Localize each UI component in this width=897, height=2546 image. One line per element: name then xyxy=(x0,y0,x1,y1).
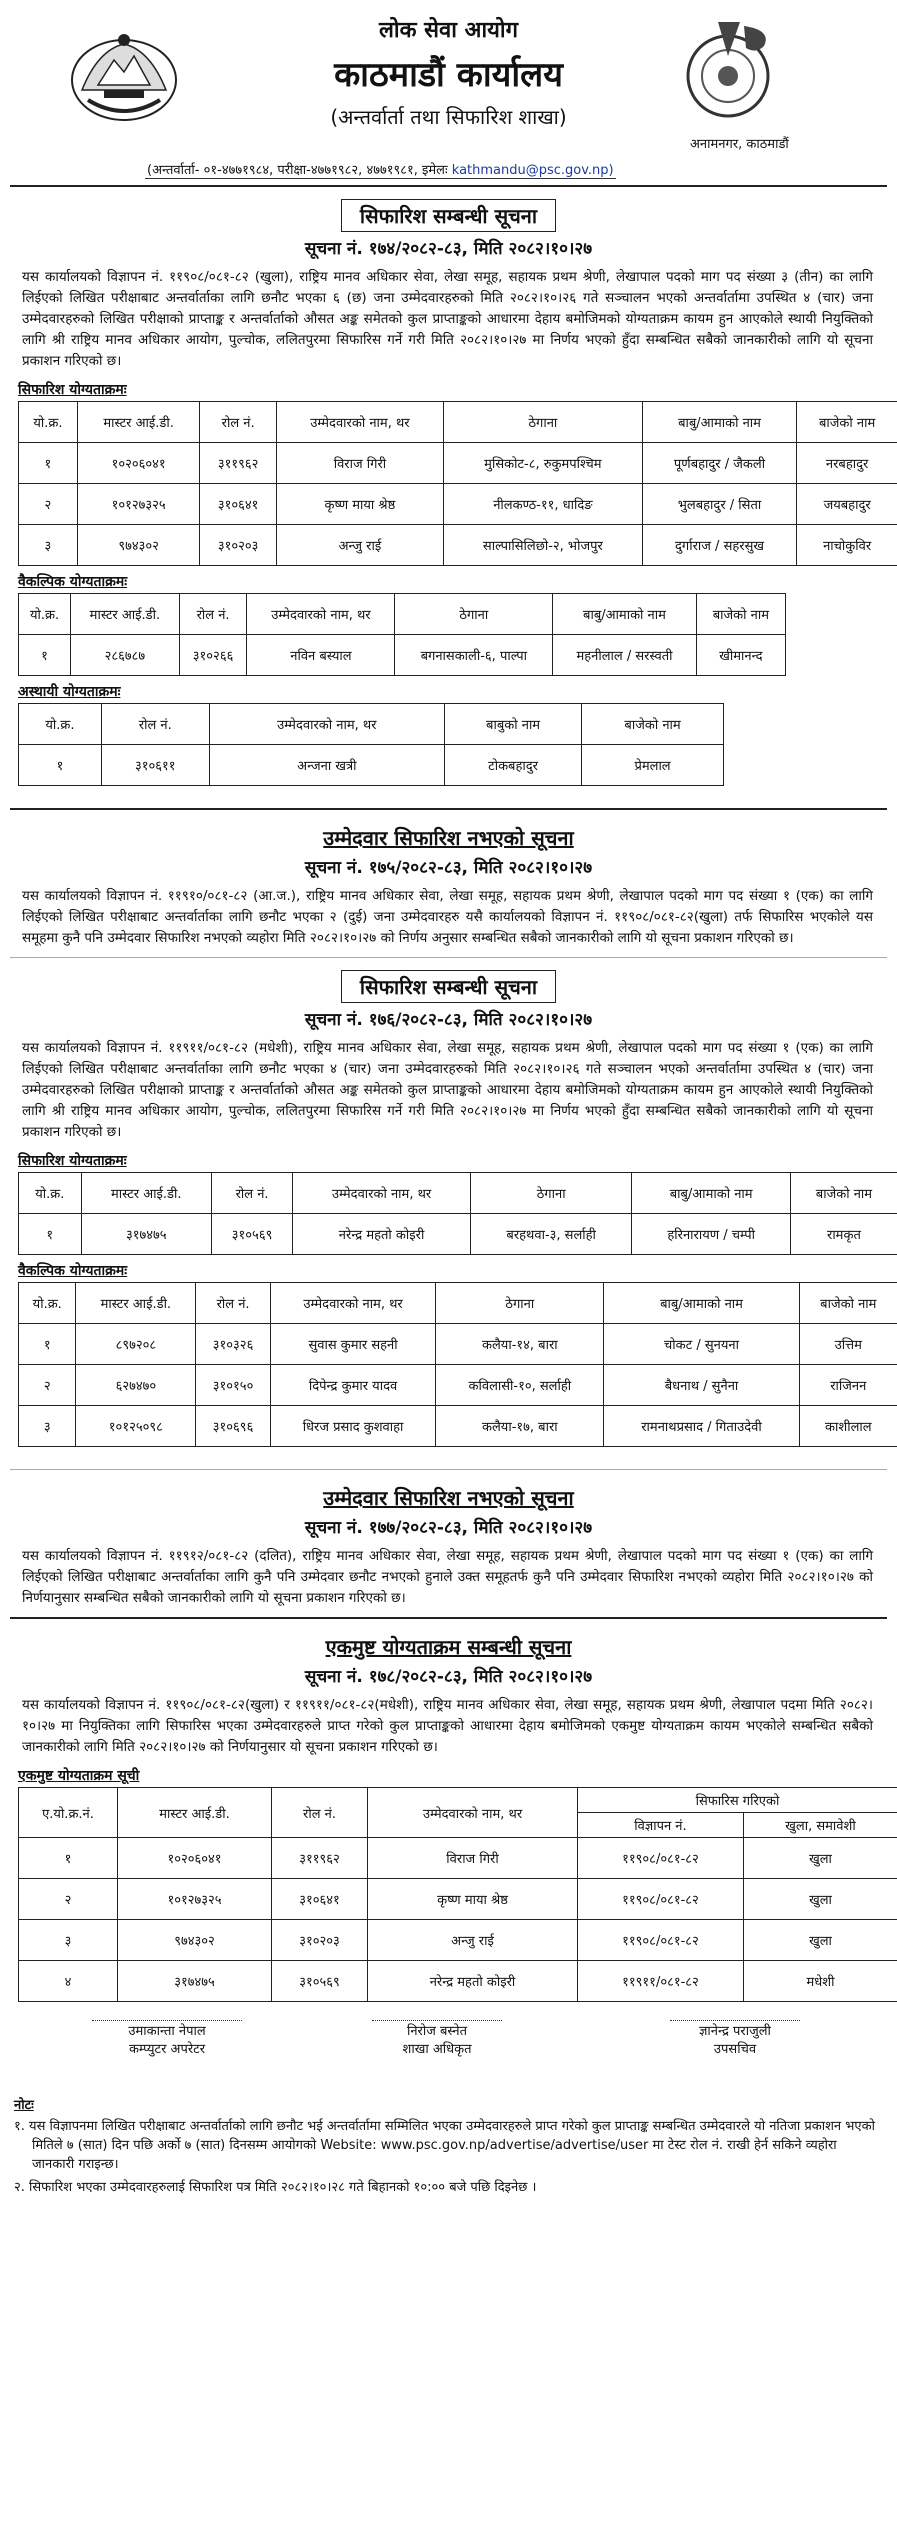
signatory-role: कम्प्युटर अपरेटर xyxy=(128,2042,206,2057)
notice-body: यस कार्यालयको विज्ञापन नं. ११९११/०८१-८२ (मधेशी), राष्ट्रिय मानव अधिकार सेवा, लेखा समूह, सहायक प्रथम श्रेणी, लेखापाल पदको माग पद संख्या १ (एक) का लागि लिईएको लिखित परीक्षाबाट अन्तर्वार्ताका लागि छनौट भएका ४ (चार) जना उम्मेदवारहरुको मिति २०८२।१०।२६ गते सञ्चालन भएको अन्तर्वार्तामा उपस्थित ४ (चार) जना उम्मेदवारहरुको लिखित परीक्षाको प्राप्ताङ्क र अन्तर्वार्ताको औसत अङ्क समेतको कुल प्राप्ताङ्कको आधारमा देहाय बमोजिमको योग्यताक्रम कायम हुन आएकोले स्थायी नियुक्तिको लागि श्री राष्ट्रिय मानव अधिकार आयोग, पुल्चोक, ललितपुरमा सिफारिस गर्ने गरी मिति २०८२।१०।२७ मा निर्णय भएको हुँदा सम्बन्धित सबैको जानकारीको लागि यो सूचना प्रकाशन गरिएको छ। xyxy=(22,1040,873,1140)
col-header: मास्टर आई.डी. xyxy=(71,594,180,635)
table-cell: काशीलाल xyxy=(799,1406,897,1447)
table-cell: ३१०३२६ xyxy=(196,1324,271,1365)
col-header: ठेगाना xyxy=(470,1173,632,1214)
col-header: ठेगाना xyxy=(436,1283,604,1324)
signatory-role: शाखा अधिकृत xyxy=(402,2042,472,2057)
col-header: ए.यो.क्र.नं. xyxy=(19,1788,118,1838)
divider xyxy=(10,1469,887,1470)
table-caption: वैकल्पिक योग्यताक्रमः xyxy=(18,1263,128,1279)
table-cell: १ xyxy=(19,443,78,484)
divider xyxy=(10,1617,887,1619)
table-cell: खुला xyxy=(743,1920,897,1961)
table-cell: नाचोकुविर xyxy=(797,525,897,566)
table-row xyxy=(19,1406,897,1447)
table-row xyxy=(19,1879,897,1920)
table-row xyxy=(19,443,897,484)
table-cell: नविन बस्याल xyxy=(247,635,395,676)
col-header: सिफारिस गरिएको xyxy=(577,1788,897,1813)
col-header: मास्टर आई.डी. xyxy=(76,1283,196,1324)
signatory xyxy=(372,2020,502,2059)
table-cell: जयबहादुर xyxy=(797,484,897,525)
notice-title: एकमुष्ट योग्यताक्रम सम्बन्धी सूचना xyxy=(325,1635,572,1659)
col-header: यो.क्र. xyxy=(19,704,102,745)
table-cell: १ xyxy=(19,1838,118,1879)
table-cell: हरिनारायण / चम्पी xyxy=(632,1214,790,1255)
table-cell: रामनाथप्रसाद / गिताउदेवी xyxy=(604,1406,799,1447)
table-cell: कृष्ण माया श्रेष्ठ xyxy=(276,484,443,525)
divider xyxy=(10,957,887,958)
col-header: उम्मेदवारको नाम, थर xyxy=(270,1283,435,1324)
table-cell: अन्जु राई xyxy=(368,1920,578,1961)
col-header: यो.क्र. xyxy=(19,1283,76,1324)
signatory-role: उपसचिव xyxy=(713,2042,757,2057)
contact-line xyxy=(145,160,616,179)
table-row xyxy=(19,745,724,786)
signatory xyxy=(92,2020,242,2059)
table-row xyxy=(19,1961,897,2002)
table-cell: १०१२५०९८ xyxy=(76,1406,196,1447)
table-cell: खीमानन्द xyxy=(696,635,785,676)
table-cell: १ xyxy=(19,1324,76,1365)
table-cell: ३११९६२ xyxy=(200,443,276,484)
col-header: बाबु/आमाको नाम xyxy=(553,594,697,635)
table-cell: खुला xyxy=(743,1879,897,1920)
table-cell: नीलकण्ठ-११, धादिङ xyxy=(443,484,642,525)
phone-numbers: (अन्तर्वार्ता- ०१-४७७१९८४, परीक्षा-४७७१९८२, ४७७१९८१, इमेलः xyxy=(147,163,448,178)
col-header: मास्टर आई.डी. xyxy=(81,1173,211,1214)
col-header: रोल नं. xyxy=(200,402,276,443)
col-header: बाबुको नाम xyxy=(445,704,582,745)
table-cell: १०२०६०४१ xyxy=(77,443,200,484)
table-cell: मुसिकोट-८, रुकुमपश्चिम xyxy=(443,443,642,484)
notice-title: उम्मेदवार सिफारिश नभएको सूचना xyxy=(323,1486,574,1510)
table-cell: बरहथवा-३, सर्लाही xyxy=(470,1214,632,1255)
notice-number: सूचना नं. १७६/२०८२-८३, मिति २०८२।१०।२७ xyxy=(304,1010,593,1030)
alternate-table xyxy=(18,1282,897,1447)
table-cell: साल्पासिलिछो-२, भोजपुर xyxy=(443,525,642,566)
table-cell: ३११९६२ xyxy=(272,1838,368,1879)
table-cell: ९७४३०२ xyxy=(118,1920,272,1961)
col-header: रोल नं. xyxy=(272,1788,368,1838)
col-header: बाजेको नाम xyxy=(797,402,897,443)
col-header: मास्टर आई.डी. xyxy=(118,1788,272,1838)
table-cell: ९७४३०२ xyxy=(77,525,200,566)
table-cell: ३१०६४१ xyxy=(200,484,276,525)
table-cell: ४ xyxy=(19,1961,118,2002)
signatory xyxy=(670,2020,800,2059)
table-cell: बगनासकाली-६, पाल्पा xyxy=(395,635,553,676)
table-cell: ३१०२०३ xyxy=(200,525,276,566)
col-header: बाबु/आमाको नाम xyxy=(642,402,796,443)
col-header: खुला, समावेशी xyxy=(743,1813,897,1838)
col-header: रोल नं. xyxy=(179,594,247,635)
table-cell: रामकृत xyxy=(790,1214,897,1255)
notice-177 xyxy=(0,1484,897,1609)
table-row xyxy=(19,525,897,566)
notice-174 xyxy=(0,199,897,786)
table-caption: एकमुष्ट योग्यताक्रम सूची xyxy=(18,1768,140,1784)
table-row xyxy=(19,1324,897,1365)
table-caption: सिफारिश योग्यताक्रमः xyxy=(18,1153,127,1169)
col-header: बाबु/आमाको नाम xyxy=(632,1173,790,1214)
table-cell: कृष्ण माया श्रेष्ठ xyxy=(368,1879,578,1920)
col-header: बाबु/आमाको नाम xyxy=(604,1283,799,1324)
table-cell: ३ xyxy=(19,525,78,566)
table-cell: नरबहादुर xyxy=(797,443,897,484)
table-cell: ३१०१५० xyxy=(196,1365,271,1406)
75-years-logo-icon xyxy=(678,16,778,124)
table-cell: ११९०८/०८१-८२ xyxy=(577,1838,743,1879)
table-cell: खुला xyxy=(743,1838,897,1879)
col-header: उम्मेदवारको नाम, थर xyxy=(276,402,443,443)
table-cell: ३ xyxy=(19,1406,76,1447)
signatory-name: निरोज बस्नेत xyxy=(372,2020,502,2041)
table-cell: १०१२७३२५ xyxy=(118,1879,272,1920)
table-row xyxy=(19,1838,897,1879)
table-caption: वैकल्पिक योग्यताक्रमः xyxy=(18,574,128,590)
notice-title: सिफारिश सम्बन्धी सूचना xyxy=(341,970,556,1003)
note-1: १. यस विज्ञापनमा लिखित परीक्षाबाट अन्तर्वार्ताको लागि छनौट भई अन्तर्वार्तामा सम्मिलित भएका उम्मेदवारहरुले प्राप्त गरेको कुल प्राप्ताङ्क सम्बन्धित उम्मेदवारले यो नतिजा प्रकाशन भएको मितिले ७ (सात) दिन पछि अर्को ७ (सात) दिनसम्म आयोगको Website: www.psc.gov.np/advertise/advertise/user मा टेस्ट रोल नं. राखी हेर्न सकिने व्यहोरा जानकारी गराइन्छ। xyxy=(14,2119,875,2172)
note-2: २. सिफारिश भएका उम्मेदवारहरुलाई सिफारिश पत्र मिति २०८२।१०।२८ गते बिहानको १०:०० बजे पछि दिइनेछ । xyxy=(14,2180,537,2195)
col-header: उम्मेदवारको नाम, थर xyxy=(209,704,444,745)
table-cell: धिरज प्रसाद कुशवाहा xyxy=(270,1406,435,1447)
notice-175 xyxy=(0,824,897,949)
table-row xyxy=(19,1920,897,1961)
table-cell: ३१०६९६ xyxy=(196,1406,271,1447)
table-cell: नरेन्द्र महतो कोइरी xyxy=(368,1961,578,2002)
table-cell: भुलबहादुर / सिता xyxy=(642,484,796,525)
table-cell: दिपेन्द्र कुमार यादव xyxy=(270,1365,435,1406)
office-address: अनामनगर, काठमाडौं xyxy=(690,137,789,152)
table-cell: २८६७८७ xyxy=(71,635,180,676)
notes-label: नोटः xyxy=(14,2098,34,2113)
combined-merit-table xyxy=(18,1787,897,2002)
table-cell: १०२०६०४१ xyxy=(118,1838,272,1879)
notice-body: यस कार्यालयको विज्ञापन नं. ११९१०/०८१-८२ (आ.ज.), राष्ट्रिय मानव अधिकार सेवा, लेखा समूह, सहायक प्रथम श्रेणी, लेखापाल पदको माग पद संख्या १ (एक) का लागि लिईएको लिखित परीक्षाबाट अन्तर्वार्ताका लागि छनौट भएका २ (दुई) जना उम्मेदवारहरु यसै कार्यालयको विज्ञापन नं. ११९०८/०८१-८२(खुला) तर्फ सिफारिस भएकोले यस समूहमा कुनै पनि उम्मेदवार सिफारिश नभएको व्यहोरा मिति २०८२।१०।२७ को निर्णय अनुसार सम्बन्धित सबैको जानकारीको लागि यो सूचना प्रकाशन गरिएको छ। xyxy=(22,888,873,946)
col-header: उम्मेदवारको नाम, थर xyxy=(293,1173,471,1214)
notice-number: सूचना नं. १७८/२०८२-८३, मिति २०८२।१०।२७ xyxy=(304,1667,593,1687)
org-name: लोक सेवा आयोग xyxy=(379,18,518,43)
table-cell: विराज गिरी xyxy=(368,1838,578,1879)
recommended-table xyxy=(18,1172,897,1255)
notice-body: यस कार्यालयको विज्ञापन नं. ११९०८/०८१-८२ (खुला), राष्ट्रिय मानव अधिकार सेवा, लेखा समूह, सहायक प्रथम श्रेणी, लेखापाल पदको माग पद संख्या ३ (तीन) का लागि लिईएको लिखित परीक्षाबाट अन्तर्वार्ताका लागि छनौट भएका ६ (छ) जना उम्मेदवारहरुको मिति २०८२।१०।२६ गते सञ्चालन भएको अन्तर्वार्तामा उपस्थित ४ (चार) जना उम्मेदवारहरुको लिखित परीक्षाको प्राप्ताङ्क र अन्तर्वार्ताको औसत अङ्क समेतको कुल प्राप्ताङ्कको आधारमा देहाय बमोजिमको योग्यताक्रम कायम हुन आएकोले स्थायी नियुक्तिको लागि श्री राष्ट्रिय मानव अधिकार आयोग, पुल्चोक, ललितपुरमा सिफारिस गर्ने गरी मिति २०८२।१०।२७ मा निर्णय भएको हुँदा सम्बन्धित सबैको जानकारीको लागि यो सूचना प्रकाशन गरिएको छ। xyxy=(22,269,873,369)
table-cell: ३१०२०३ xyxy=(272,1920,368,1961)
table-row xyxy=(19,1365,897,1406)
table-cell: मधेशी xyxy=(743,1961,897,2002)
notice-body: यस कार्यालयको विज्ञापन नं. ११९१२/०८१-८२ (दलित), राष्ट्रिय मानव अधिकार सेवा, लेखा समूह, सहायक प्रथम श्रेणी, लेखापाल पदको माग पद संख्या १ (एक) का लागि लिईएको लिखित परीक्षाबाट अन्तर्वार्ताका लागि कुनै पनि उम्मेदवार छनौट नभएको हुनाले उक्त समूहतर्फ कुनै पनि उम्मेदवार सिफारिश नभएको व्यहोरा मिति २०८२।१०।२७ को निर्णयानुसार सम्बन्धित सबैको जानकारीको लागि यो सूचना प्रकाशन गरिएको छ। xyxy=(22,1548,873,1606)
table-cell: दुर्गाराज / सहरसुख xyxy=(642,525,796,566)
letterhead xyxy=(0,0,897,185)
col-header: यो.क्र. xyxy=(19,402,78,443)
email-link[interactable]: kathmandu@psc.gov.np) xyxy=(451,163,614,178)
col-header: यो.क्र. xyxy=(19,594,71,635)
table-cell: ३ xyxy=(19,1920,118,1961)
signatory-name: ज्ञानेन्द्र पराजुली xyxy=(670,2020,800,2041)
table-cell: राजिनन xyxy=(799,1365,897,1406)
col-header: बाजेको नाम xyxy=(696,594,785,635)
col-header: बाजेको नाम xyxy=(799,1283,897,1324)
table-cell: कलैया-१४, बारा xyxy=(436,1324,604,1365)
table-cell: २ xyxy=(19,484,78,525)
notice-title: सिफारिश सम्बन्धी सूचना xyxy=(341,199,556,232)
col-header: रोल नं. xyxy=(196,1283,271,1324)
divider xyxy=(10,808,887,810)
table-caption: सिफारिश योग्यताक्रमः xyxy=(18,382,127,398)
table-cell: २ xyxy=(19,1365,76,1406)
table-row xyxy=(19,1214,897,1255)
table-cell: १ xyxy=(19,1214,82,1255)
table-cell: ३१७४७५ xyxy=(81,1214,211,1255)
table-cell: पूर्णबहादुर / जैकली xyxy=(642,443,796,484)
col-header: मास्टर आई.डी. xyxy=(77,402,200,443)
col-header: विज्ञापन नं. xyxy=(577,1813,743,1838)
table-caption: अस्थायी योग्यताक्रमः xyxy=(18,684,121,700)
col-header: यो.क्र. xyxy=(19,1173,82,1214)
table-cell: कविलासी-१०, सर्लाही xyxy=(436,1365,604,1406)
notice-number: सूचना नं. १७५/२०८२-८३, मिति २०८२।१०।२७ xyxy=(304,858,593,878)
col-header: रोल नं. xyxy=(101,704,209,745)
table-cell: अन्जना खत्री xyxy=(209,745,444,786)
table-cell: उत्तिम xyxy=(799,1324,897,1365)
table-cell: ३१०६११ xyxy=(101,745,209,786)
col-header: रोल नं. xyxy=(211,1173,292,1214)
col-header: ठेगाना xyxy=(443,402,642,443)
temporary-table xyxy=(18,703,724,786)
notice-178 xyxy=(0,1633,897,2002)
table-cell: ८९७२०८ xyxy=(76,1324,196,1365)
divider xyxy=(10,185,887,187)
notice-body: यस कार्यालयको विज्ञापन नं. ११९०८/०८१-८२(खुला) र ११९११/०८१-८२(मधेशी), राष्ट्रिय मानव अधिकार सेवा, लेखा समूह, सहायक प्रथम श्रेणी, लेखापाल पदमा मिति २०८२।१०।२७ मा नियुक्तिका लागि सिफारिस भएका उम्मेदवारहरुले प्राप्त गरेको कुल प्राप्ताङ्कको आधारमा देहाय बमोजिमको एकमुष्ट योग्यताक्रम कायम भएकोले सम्बन्धित सबैको जानकारीको लागि मिति २०८२।१०।२७ को निर्णयानुसार यो सूचना प्रकाशन गरिएको छ। xyxy=(22,1697,873,1755)
branch-name: (अन्तर्वार्ता तथा सिफारिश शाखा) xyxy=(330,105,567,129)
table-cell: ३१०२६६ xyxy=(179,635,247,676)
table-cell: अन्जु राई xyxy=(276,525,443,566)
table-cell: कलैया-१७, बारा xyxy=(436,1406,604,1447)
table-cell: १ xyxy=(19,745,102,786)
table-cell: १ xyxy=(19,635,71,676)
signature-block xyxy=(0,2020,897,2090)
table-cell: विराज गिरी xyxy=(276,443,443,484)
table-cell: चोकट / सुनयना xyxy=(604,1324,799,1365)
table-cell: सुवास कुमार सहनी xyxy=(270,1324,435,1365)
notes xyxy=(14,2096,879,2197)
table-cell: ३१०५६९ xyxy=(272,1961,368,2002)
alternate-table xyxy=(18,593,786,676)
table-cell: ३१७४७५ xyxy=(118,1961,272,2002)
table-cell: २ xyxy=(19,1879,118,1920)
table-row xyxy=(19,484,897,525)
col-header: बाजेको नाम xyxy=(790,1173,897,1214)
table-cell: प्रेमलाल xyxy=(582,745,724,786)
table-cell: ६२७४७० xyxy=(76,1365,196,1406)
table-cell: ११९११/०८१-८२ xyxy=(577,1961,743,2002)
notice-number: सूचना नं. १७४/२०८२-८३, मिति २०८२।१०।२७ xyxy=(304,239,593,259)
signatory-name: उमाकान्ता नेपाल xyxy=(92,2020,242,2041)
table-cell: ३१०६४१ xyxy=(272,1879,368,1920)
table-cell: महनीलाल / सरस्वती xyxy=(553,635,697,676)
col-header: उम्मेदवारको नाम, थर xyxy=(368,1788,578,1838)
recommended-table xyxy=(18,401,897,566)
table-cell: १०१२७३२५ xyxy=(77,484,200,525)
col-header: ठेगाना xyxy=(395,594,553,635)
notice-number: सूचना नं. १७७/२०८२-८३, मिति २०८२।१०।२७ xyxy=(304,1518,593,1538)
notice-title: उम्मेदवार सिफारिश नभएको सूचना xyxy=(323,826,574,850)
col-header: बाजेको नाम xyxy=(582,704,724,745)
table-row xyxy=(19,635,786,676)
table-cell: ३१०५६९ xyxy=(211,1214,292,1255)
table-cell: ११९०८/०८१-८२ xyxy=(577,1879,743,1920)
col-header: उम्मेदवारको नाम, थर xyxy=(247,594,395,635)
table-cell: बैधनाथ / सुनैना xyxy=(604,1365,799,1406)
table-cell: ११९०८/०८१-८२ xyxy=(577,1920,743,1961)
table-cell: टोकबहादुर xyxy=(445,745,582,786)
table-cell: नरेन्द्र महतो कोइरी xyxy=(293,1214,471,1255)
office-name: काठमाडौं कार्यालय xyxy=(334,55,563,95)
notice-176 xyxy=(0,970,897,1447)
